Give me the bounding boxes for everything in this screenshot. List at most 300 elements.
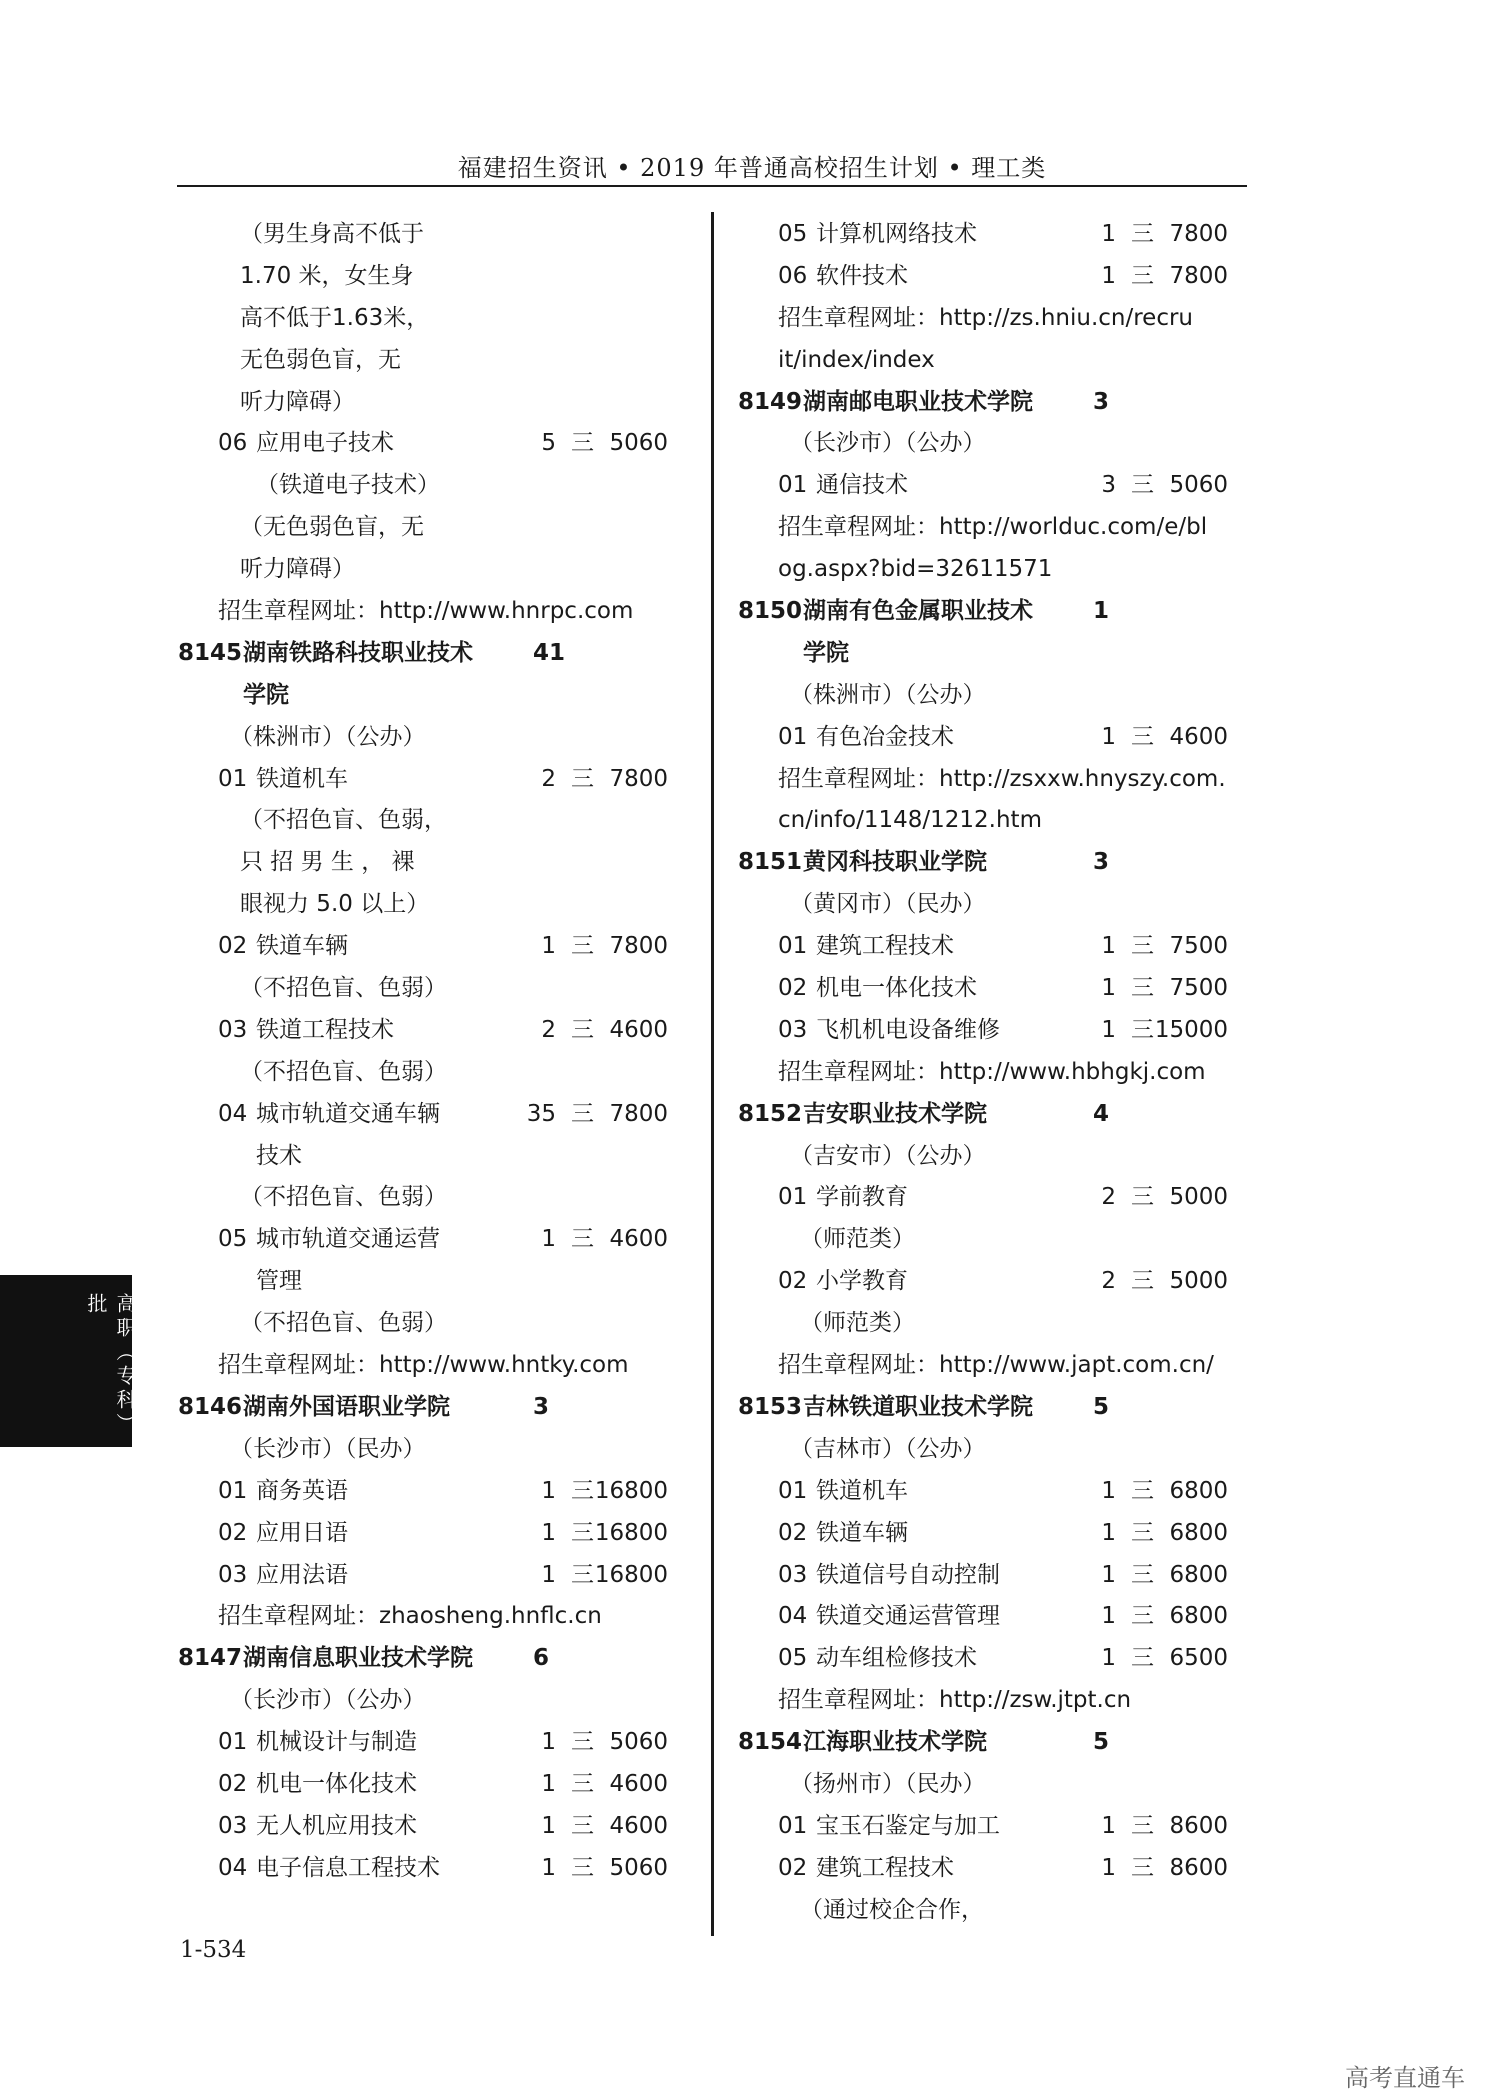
major-fee: 5000	[1169, 1268, 1228, 1295]
major-row	[738, 1806, 1238, 1848]
major-years: 三	[1131, 1184, 1154, 1211]
major-years: 三	[1131, 472, 1154, 499]
note-line	[178, 1303, 678, 1345]
major-name: 铁道车辆	[816, 1519, 908, 1546]
institution-row	[178, 633, 678, 675]
note-line-text: （铁道电子技术）	[256, 472, 440, 499]
institution-row	[738, 1387, 1238, 1429]
watermark: 高考直通车	[1345, 2064, 1465, 2092]
major-quota: 1	[1101, 723, 1116, 750]
major-quota: 1	[1101, 1854, 1116, 1881]
major-name: 计算机网络技术	[816, 221, 977, 247]
institution-name: 吉安职业技术学院	[803, 1100, 987, 1127]
note-line-text: （无色弱色盲，无	[240, 514, 424, 541]
institution-location	[738, 675, 1238, 717]
institution-quota: 6	[533, 1645, 550, 1672]
major-row	[738, 926, 1238, 968]
major-row	[178, 1764, 678, 1806]
major-code: 02	[778, 1268, 808, 1295]
institution-location	[738, 1764, 1238, 1806]
major-code: 03	[218, 1016, 248, 1043]
major-name: 电子信息工程技术	[256, 1854, 440, 1881]
major-name: 学前教育	[816, 1184, 908, 1211]
major-row	[178, 423, 678, 465]
major-fee: 6500	[1169, 1645, 1228, 1672]
institution-name-cont	[178, 675, 678, 717]
major-quota: 1	[541, 933, 556, 960]
major-row	[738, 1261, 1238, 1303]
admission-url-text: 招生章程网址：http://zsxxw.hnyszy.com.	[778, 765, 1226, 792]
major-years: 三	[571, 1854, 594, 1881]
institution-code: 8152	[738, 1100, 803, 1127]
major-quota: 1	[1101, 1603, 1116, 1630]
major-name: 建筑工程技术	[816, 1854, 954, 1881]
institution-name: 湖南信息职业技术学院	[243, 1645, 473, 1672]
major-years: 三	[571, 1519, 594, 1546]
institution-row	[738, 842, 1238, 884]
note-line	[738, 1303, 1238, 1345]
major-name: 应用日语	[256, 1519, 348, 1546]
major-name: 铁道机车	[816, 1477, 908, 1504]
institution-location	[738, 1136, 1238, 1178]
major-row	[738, 968, 1238, 1010]
institution-quota: 4	[1093, 1100, 1110, 1127]
admission-url-text: 招生章程网址：http://zs.hniu.cn/recru	[778, 304, 1194, 331]
major-code: 01	[218, 765, 248, 792]
major-code: 01	[778, 472, 808, 499]
institution-name: 湖南邮电职业技术学院	[803, 388, 1033, 415]
admission-url	[738, 1052, 1238, 1094]
major-row	[178, 759, 678, 801]
admission-url	[178, 591, 678, 633]
note-line-text: 只 招 男 生 ， 裸	[240, 849, 415, 876]
institution-name: 江海职业技术学院	[803, 1729, 987, 1756]
left-column	[178, 214, 678, 1890]
institution-location	[178, 1429, 678, 1471]
major-years: 三	[571, 1477, 594, 1504]
major-fee: 5060	[609, 1729, 668, 1756]
major-code: 02	[778, 1854, 808, 1881]
note-line	[178, 884, 678, 926]
major-code: 04	[778, 1603, 808, 1630]
admission-url-text: 招生章程网址：http://www.hbhgkj.com	[778, 1058, 1206, 1085]
admission-url	[738, 1345, 1238, 1387]
major-code: 01	[778, 723, 808, 750]
major-quota: 1	[1101, 1016, 1116, 1043]
major-quota: 1	[541, 1226, 556, 1253]
page-number: 1-534	[180, 1937, 247, 1963]
institution-quota: 41	[533, 639, 566, 666]
major-quota: 1	[1101, 975, 1116, 1002]
header-rule	[177, 185, 1247, 187]
major-row	[178, 1471, 678, 1513]
admission-url	[738, 507, 1238, 549]
institution-name: 吉林铁道职业技术学院	[803, 1393, 1033, 1420]
major-code: 05	[218, 1226, 248, 1253]
major-name: 通信技术	[816, 472, 908, 499]
major-name: 无人机应用技术	[256, 1812, 417, 1839]
major-years: 三	[571, 933, 594, 960]
major-years: 三	[1131, 1603, 1154, 1630]
institution-row	[738, 591, 1238, 633]
major-name: 机械设计与制造	[256, 1729, 417, 1756]
major-quota: 2	[1101, 1268, 1116, 1295]
institution-location	[178, 1680, 678, 1722]
major-name: 软件技术	[816, 262, 908, 289]
column-divider	[711, 212, 714, 1936]
major-fee: 7800	[609, 933, 668, 960]
major-fee: 5060	[609, 430, 668, 457]
major-years: 三	[1131, 1268, 1154, 1295]
major-row	[178, 1219, 678, 1261]
major-name-cont-text: 技术	[256, 1142, 302, 1169]
note-line	[178, 214, 678, 256]
major-quota: 1	[541, 1519, 556, 1546]
major-row	[738, 1177, 1238, 1219]
admission-url-text: 招生章程网址：http://www.hntky.com	[218, 1352, 629, 1379]
major-fee: 6800	[1169, 1561, 1228, 1588]
major-years: 三	[571, 765, 594, 792]
major-quota: 1	[541, 1812, 556, 1839]
major-code: 02	[778, 1519, 808, 1546]
note-line	[178, 1052, 678, 1094]
note-line-text: 高不低于1.63米，	[240, 304, 430, 331]
institution-quota: 5	[1093, 1393, 1110, 1420]
major-quota: 35	[526, 1100, 556, 1127]
major-row	[738, 1848, 1238, 1890]
admission-url-cont	[738, 800, 1238, 842]
major-name: 城市轨道交通车辆	[256, 1100, 440, 1127]
major-quota: 1	[541, 1854, 556, 1881]
major-row	[178, 1010, 678, 1052]
major-row	[178, 1513, 678, 1555]
note-line-text: 听力障碍）	[240, 388, 355, 415]
note-line-text: 眼视力 5.0 以上）	[240, 891, 430, 918]
major-years: 三	[1131, 1645, 1154, 1672]
note-line-text: （师范类）	[800, 1226, 915, 1253]
major-fee: 7800	[609, 1100, 668, 1127]
institution-quota: 1	[1093, 598, 1110, 625]
institution-location-text: （吉林市）（公办）	[790, 1435, 986, 1462]
page-header: 福建招生资讯 • 2019 年普通高校招生计划 • 理工类	[457, 154, 1047, 182]
major-code: 02	[218, 1770, 248, 1797]
major-code: 06	[218, 430, 248, 457]
institution-name: 湖南铁路科技职业技术	[243, 639, 473, 666]
major-fee: 6800	[1169, 1477, 1228, 1504]
major-years: 三	[1131, 723, 1154, 750]
major-code: 02	[218, 933, 248, 960]
institution-quota: 3	[1093, 388, 1110, 415]
institution-name: 湖南外国语职业学院	[243, 1393, 450, 1420]
institution-location	[738, 423, 1238, 465]
institution-quota: 3	[1093, 849, 1110, 876]
institution-code: 8147	[178, 1645, 243, 1672]
major-years: 三	[1131, 1812, 1154, 1839]
institution-code: 8154	[738, 1729, 803, 1756]
institution-code: 8153	[738, 1393, 803, 1420]
major-years: 三	[571, 1770, 594, 1797]
institution-row	[738, 1722, 1238, 1764]
major-code: 05	[778, 221, 808, 247]
note-line	[178, 340, 678, 382]
major-fee: 4600	[1169, 723, 1228, 750]
major-name: 应用电子技术	[256, 430, 394, 457]
admission-url-text: 招生章程网址：zhaosheng.hnflc.cn	[218, 1603, 602, 1630]
major-fee: 15000	[1154, 1016, 1228, 1043]
institution-name-cont-text: 学院	[803, 639, 849, 666]
major-name: 商务英语	[256, 1477, 348, 1504]
note-line	[178, 842, 678, 884]
institution-quota: 5	[1093, 1729, 1110, 1756]
major-quota: 1	[1101, 1645, 1116, 1672]
side-tab-label: 高职（专科）批	[84, 1293, 137, 1437]
major-quota: 5	[541, 430, 556, 457]
major-row	[738, 256, 1238, 298]
institution-row	[178, 1638, 678, 1680]
major-years: 三	[571, 1016, 594, 1043]
note-line	[178, 256, 678, 298]
major-years: 三	[571, 1100, 594, 1127]
major-fee: 7500	[1169, 975, 1228, 1002]
major-fee: 16800	[594, 1561, 668, 1588]
major-code: 01	[778, 1812, 808, 1839]
major-code: 05	[778, 1645, 808, 1672]
major-years: 三	[1131, 262, 1154, 289]
major-fee: 5060	[609, 1854, 668, 1881]
major-fee: 7800	[1169, 262, 1228, 289]
major-quota: 1	[1101, 1561, 1116, 1588]
major-name: 宝玉石鉴定与加工	[816, 1812, 1000, 1839]
major-fee: 6800	[1169, 1519, 1228, 1546]
major-code: 01	[218, 1477, 248, 1504]
note-line-text: （不招色盲、色弱）	[240, 1058, 447, 1085]
major-code: 06	[778, 262, 808, 289]
institution-location	[738, 1429, 1238, 1471]
major-row	[178, 1848, 678, 1890]
note-line	[178, 465, 678, 507]
note-line	[178, 298, 678, 340]
major-quota: 1	[1101, 221, 1116, 247]
note-line	[178, 968, 678, 1010]
major-code: 01	[218, 1729, 248, 1756]
admission-url-text: 招生章程网址：http://www.japt.com.cn/	[778, 1352, 1214, 1379]
right-column	[738, 214, 1238, 1932]
major-years: 三	[1131, 933, 1154, 960]
major-code: 02	[218, 1519, 248, 1546]
major-row	[178, 1806, 678, 1848]
admission-url	[178, 1596, 678, 1638]
note-line-text: （通过校企合作，	[800, 1896, 984, 1923]
admission-url-cont-text: it/index/index	[778, 346, 935, 373]
note-line	[178, 1177, 678, 1219]
major-quota: 1	[541, 1477, 556, 1504]
major-row	[738, 1555, 1238, 1597]
institution-name: 黄冈科技职业学院	[803, 849, 987, 876]
major-years: 三	[571, 1812, 594, 1839]
major-code: 02	[778, 975, 808, 1002]
section-side-tab	[0, 1275, 137, 1447]
major-name: 机电一体化技术	[256, 1770, 417, 1797]
major-name: 铁道工程技术	[256, 1016, 394, 1043]
major-quota: 1	[1101, 933, 1116, 960]
major-row	[738, 1010, 1238, 1052]
admission-url-cont-text: og.aspx?bid=32611571	[778, 556, 1053, 583]
major-quota: 1	[1101, 1519, 1116, 1546]
note-line-text: （不招色盲、色弱）	[240, 1184, 447, 1211]
admission-url-text: 招生章程网址：http://zsw.jtpt.cn	[778, 1687, 1132, 1714]
note-line-text: 1.70 米，女生身	[240, 262, 414, 289]
admission-url	[738, 759, 1238, 801]
institution-code: 8151	[738, 849, 803, 876]
major-name: 小学教育	[816, 1268, 908, 1295]
major-row	[178, 1555, 678, 1597]
major-code: 03	[778, 1561, 808, 1588]
institution-location	[738, 884, 1238, 926]
major-fee: 7500	[1169, 933, 1228, 960]
major-row	[738, 465, 1238, 507]
institution-location	[178, 717, 678, 759]
major-years: 三	[571, 1561, 594, 1588]
major-name-cont	[178, 1136, 678, 1178]
admission-url-text: 招生章程网址：http://worlduc.com/e/bl	[778, 514, 1208, 541]
institution-location-text: （长沙市）（公办）	[230, 1687, 426, 1714]
major-name: 动车组检修技术	[816, 1645, 977, 1672]
major-name: 铁道车辆	[256, 933, 348, 960]
institution-location-text: （株洲市）（公办）	[790, 681, 986, 708]
institution-name: 湖南有色金属职业技术	[803, 598, 1033, 625]
major-code: 04	[218, 1100, 248, 1127]
major-years: 三	[1131, 221, 1154, 247]
major-name: 有色冶金技术	[816, 723, 954, 750]
major-row	[178, 1722, 678, 1764]
major-row	[738, 1513, 1238, 1555]
major-name: 铁道信号自动控制	[816, 1561, 1000, 1588]
note-line-text: （男生身高不低于	[240, 221, 424, 247]
institution-location-text: （长沙市）（民办）	[230, 1435, 426, 1462]
institution-name-cont-text: 学院	[243, 681, 289, 708]
major-fee: 16800	[594, 1519, 668, 1546]
major-years: 三	[1131, 1477, 1154, 1504]
note-line	[178, 800, 678, 842]
major-row	[178, 926, 678, 968]
note-line-text: 无色弱色盲，无	[240, 346, 401, 373]
major-years: 三	[571, 430, 594, 457]
institution-location-text: （株洲市）（公办）	[230, 723, 426, 750]
major-code: 01	[778, 933, 808, 960]
major-fee: 8600	[1169, 1854, 1228, 1881]
major-years: 三	[571, 1226, 594, 1253]
major-quota: 2	[1101, 1184, 1116, 1211]
note-line-text: （师范类）	[800, 1310, 915, 1337]
admission-url-cont-text: cn/info/1148/1212.htm	[778, 807, 1042, 834]
major-name: 铁道机车	[256, 765, 348, 792]
institution-name-cont	[738, 633, 1238, 675]
major-fee: 5060	[1169, 472, 1228, 499]
admission-url-text: 招生章程网址：http://www.hnrpc.com	[218, 598, 634, 625]
major-fee: 8600	[1169, 1812, 1228, 1839]
admission-url	[178, 1345, 678, 1387]
major-code: 03	[778, 1016, 808, 1043]
major-code: 04	[218, 1854, 248, 1881]
admission-url	[738, 1680, 1238, 1722]
major-name: 建筑工程技术	[816, 933, 954, 960]
major-fee: 4600	[609, 1770, 668, 1797]
major-years: 三	[1131, 1561, 1154, 1588]
major-years: 三	[1131, 1519, 1154, 1546]
note-line	[178, 549, 678, 591]
institution-location-text: （扬州市）（民办）	[790, 1770, 986, 1797]
major-years: 三	[1131, 1016, 1154, 1043]
major-row	[738, 1596, 1238, 1638]
major-name-cont-text: 管理	[256, 1268, 302, 1295]
institution-location-text: （黄冈市）（民办）	[790, 891, 986, 918]
note-line	[178, 507, 678, 549]
note-line	[178, 382, 678, 424]
major-fee: 7800	[1169, 221, 1228, 247]
major-years: 三	[1131, 975, 1154, 1002]
major-quota: 1	[541, 1770, 556, 1797]
major-name: 机电一体化技术	[816, 975, 977, 1002]
institution-code: 8150	[738, 598, 803, 625]
note-line-text: （不招色盲、色弱）	[240, 975, 447, 1002]
major-fee: 4600	[609, 1226, 668, 1253]
major-name: 城市轨道交通运营	[256, 1226, 440, 1253]
institution-quota: 3	[533, 1393, 550, 1420]
admission-url-cont	[738, 340, 1238, 382]
major-years: 三	[1131, 1854, 1154, 1881]
note-line	[738, 1890, 1238, 1932]
major-row	[178, 1094, 678, 1136]
major-code: 01	[778, 1477, 808, 1504]
institution-location-text: （吉安市）（公办）	[790, 1142, 986, 1169]
major-row	[738, 1638, 1238, 1680]
major-quota: 1	[1101, 1477, 1116, 1504]
institution-code: 8146	[178, 1393, 243, 1420]
major-quota: 1	[1101, 1812, 1116, 1839]
major-row	[738, 1471, 1238, 1513]
major-name-cont	[178, 1261, 678, 1303]
admission-url-cont	[738, 549, 1238, 591]
major-quota: 3	[1101, 472, 1116, 499]
major-fee: 7800	[609, 765, 668, 792]
institution-location-text: （长沙市）（公办）	[790, 430, 986, 457]
major-name: 应用法语	[256, 1561, 348, 1588]
major-quota: 1	[541, 1729, 556, 1756]
institution-code: 8145	[178, 639, 243, 666]
major-row	[738, 214, 1238, 256]
major-name: 飞机机电设备维修	[816, 1016, 1000, 1043]
major-quota: 2	[541, 765, 556, 792]
major-quota: 2	[541, 1016, 556, 1043]
note-line-text: 听力障碍）	[240, 556, 355, 583]
institution-row	[178, 1387, 678, 1429]
major-fee: 16800	[594, 1477, 668, 1504]
institution-row	[738, 1094, 1238, 1136]
major-quota: 1	[541, 1561, 556, 1588]
major-fee: 6800	[1169, 1603, 1228, 1630]
major-name: 铁道交通运营管理	[816, 1603, 1000, 1630]
major-years: 三	[571, 1729, 594, 1756]
note-line	[738, 1219, 1238, 1261]
major-code: 03	[218, 1812, 248, 1839]
institution-code: 8149	[738, 388, 803, 415]
major-fee: 5000	[1169, 1184, 1228, 1211]
note-line-text: （不招色盲、色弱，	[240, 807, 447, 834]
note-line-text: （不招色盲、色弱）	[240, 1310, 447, 1337]
major-code: 03	[218, 1561, 248, 1588]
major-quota: 1	[1101, 262, 1116, 289]
major-row	[738, 717, 1238, 759]
